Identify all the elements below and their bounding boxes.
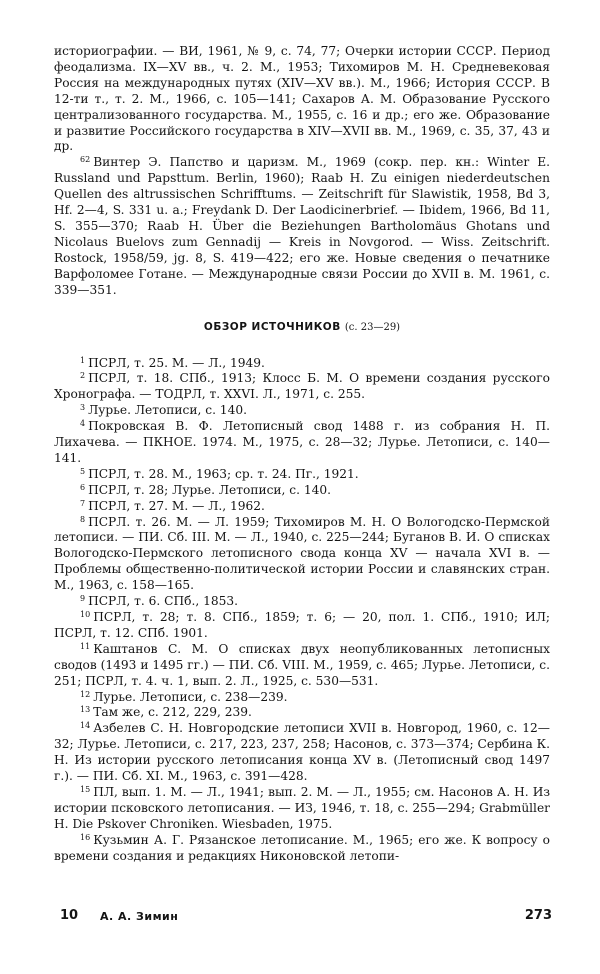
source-text: Там же, с. 212, 229, 239. <box>93 705 252 720</box>
source-entry <box>54 785 550 833</box>
source-entry <box>54 515 550 595</box>
signature-mark: 10 <box>60 908 79 923</box>
source-text: Азбелев С. Н. Новгородские летописи XVII в. Новгород, 1960, с. 12—32; Лурье. Летописи, с. 217, 223, 237, 258; Насонов, с. 373—374; Сербина К. Н. Из истории русского летописания конца XV в. (Летописный свод 1497 г.). — ПИ. Сб. XI. М., 1963, с. 391—428. <box>54 721 550 784</box>
source-text: Лурье. Летописи, с. 140. <box>88 403 247 418</box>
section-title: ОБЗОР ИСТОЧНИКОВ <box>203 320 341 333</box>
source-entry <box>54 594 550 610</box>
footnote-62 <box>54 155 550 298</box>
source-entry <box>54 419 550 467</box>
footnote-number: 62 <box>80 155 91 165</box>
page-body <box>54 44 550 865</box>
source-entry <box>54 356 550 372</box>
source-entry <box>54 371 550 403</box>
source-entry <box>54 610 550 642</box>
author-name: А. А. Зимин <box>100 910 179 923</box>
source-entry <box>54 833 550 865</box>
source-text: Лурье. Летописи, с. 238—239. <box>93 689 288 704</box>
source-number: 12 <box>80 689 91 699</box>
source-number: 4 <box>80 419 86 429</box>
source-text: Каштанов С. М. О списках двух неопубликованных летописных сводов (1493 и 1495 гг.) — ПИ. Сб. VIII. М., 1959, с. 465; Лурье. Летописи, с. 251; ПСРЛ, т. 4. ч. 1, вып. 2. Л., 1925, с. 530—531. <box>54 641 550 688</box>
source-number: 15 <box>80 784 91 794</box>
source-entry <box>54 705 550 721</box>
source-text: ПСРЛ. т. 26. М. — Л. 1959; Тихомиров М. Н. О Вологодско-Пермской летописи. — ПИ. Сб. III. М. — Л., 1940, с. 225—244; Буганов В. И. О списках Вологодско-Пермского летописного свода конца XV — начала XVI в. — Проблемы общественно-политической истории России и славянских стран. М., 1963, с. 158—165. <box>54 514 550 593</box>
source-text: ПСРЛ, т. 6. СПб., 1853. <box>88 594 238 609</box>
source-entry <box>54 403 550 419</box>
source-entry <box>54 483 550 499</box>
source-number: 10 <box>80 610 91 619</box>
source-text: Покровская В. Ф. Летописный свод 1488 г. из собрания Н. П. Лихачева. — ПКНОЕ. 1974. М., 1975, с. 28—32; Лурье. Летописи, с. 140—141. <box>54 419 550 465</box>
source-number: 14 <box>80 721 91 731</box>
source-text: ПСРЛ, т. 28; Лурье. Летописи, с. 140. <box>88 482 331 497</box>
source-number: 8 <box>80 514 86 524</box>
source-entry <box>54 499 550 515</box>
source-number: 1 <box>80 355 86 365</box>
source-text: ПСРЛ, т. 28; т. 8. СПб., 1859; т. 6; — 20, пол. 1. СПб., 1910; ИЛ; ПСРЛ, т. 12. СПб. 1901. <box>54 610 550 640</box>
source-number: 6 <box>80 482 86 492</box>
source-number: 7 <box>80 498 86 508</box>
source-number: 13 <box>80 705 91 715</box>
source-text: ПСРЛ, т. 28. М., 1963; ср. т. 24. Пг., 1921. <box>88 466 359 481</box>
footnote-continuation: историографии. — ВИ, 1961, № 9, с. 74, 77; Очерки истории СССР. Период феодализма. IX—XV вв., ч. 2. М., 1953; Тихомиров М. Н. Средневековая Россия на международных путях (XIV—XV вв.). М., 1966; История СССР. В 12-ти т., т. 2. М., 1966, с. 105—141; Сахаров А. М. Образование Русского централизованного государства. М., 1955, с. 16 и др.; его же. Образование и развитие Российского государства в XIV—XVII вв. М., 1969, с. 35, 37, 43 и др. <box>54 44 550 154</box>
source-number: 5 <box>80 466 86 476</box>
source-text: ПСРЛ, т. 18. СПб., 1913; Клосс Б. М. О времени создания русского Хронографа. — ТОДРЛ, т. XXVI. Л., 1971, с. 255. <box>54 371 550 402</box>
source-text: Кузьмин А. Г. Рязанское летописание. М., 1965; его же. К вопросу о времени создания и редакциях Никоновской летопи- <box>54 832 550 863</box>
source-number: 16 <box>80 832 91 842</box>
source-number: 3 <box>80 403 86 413</box>
source-number: 11 <box>80 641 91 651</box>
page-footer <box>60 908 552 928</box>
source-text: ПСРЛ, т. 25. М. — Л., 1949. <box>88 355 265 370</box>
source-entry <box>54 467 550 483</box>
source-entry <box>54 642 550 690</box>
page-number: 273 <box>524 908 552 923</box>
sources-list <box>54 356 550 865</box>
source-entry <box>54 690 550 706</box>
source-text: ПСРЛ, т. 27. М. — Л., 1962. <box>88 498 265 513</box>
footnote-text: Винтер Э. Папство и царизм. М., 1969 (сокр. пер. кн.: Winter E. Russland und Papsttum. Berlin, 1960); Raab H. Zu einigen niederdeutschen Quellen des altrussischen Schrifftums. — Zeitschrift für Slawistik, 1958, Bd 3, Hf. 2—4, S. 331 u. a.; Freydank D. Der Laodicinerbrief. — Ibidem, 1966, Bd 11, S. 355—370; Raab H. Über die Beziehungen Bartholomäus Ghotans und Nicolaus Buelovs zum Gennadij — Kreis in Novgorod. — Wiss. Zeitschrift. Rostock, 1958/59, jg. 8, S. 419—422; его же. Новые сведения о печатнике Варфоломее Готане. — Международные связи России до XVII в. М. 1961, с. 339—351. <box>54 155 550 297</box>
source-entry <box>54 721 550 785</box>
source-number: 2 <box>80 371 86 381</box>
section-page-range: (с. 23—29) <box>344 321 401 333</box>
source-text: ПЛ, вып. 1. М. — Л., 1941; вып. 2. М. — Л., 1955; см. Насонов А. Н. Из истории псковского летописания. — ИЗ, 1946, т. 18, с. 255—294; Grabmüller H. Die Pskover Chroniken. Wiesbaden, 1975. <box>54 784 550 831</box>
source-number: 9 <box>80 594 86 604</box>
section-heading <box>54 321 550 333</box>
